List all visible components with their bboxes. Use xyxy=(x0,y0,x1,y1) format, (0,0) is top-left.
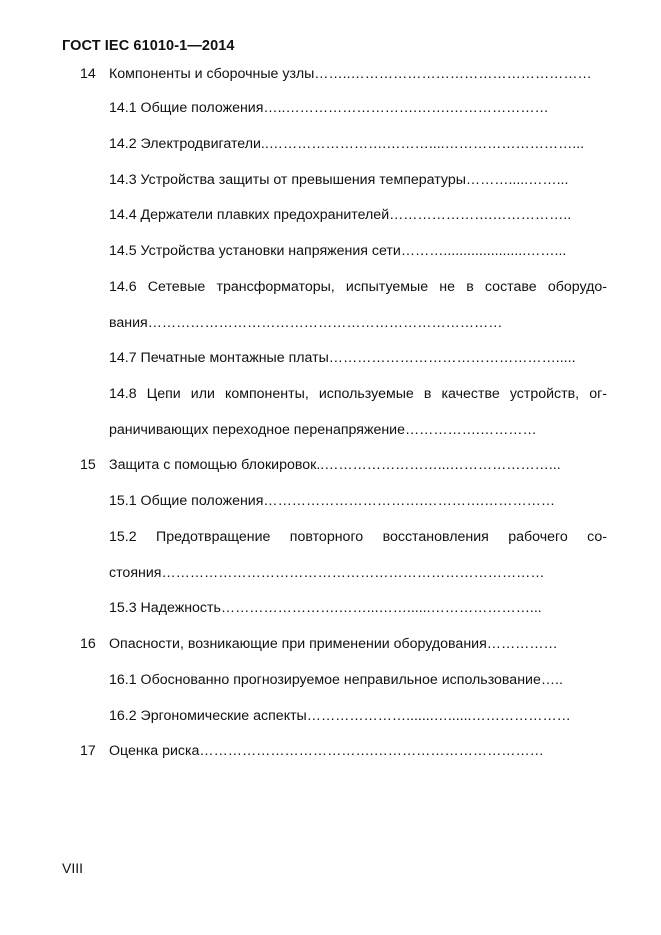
toc-entry-14-2: 14.2 Электродвигатели..…………………….………....………………………... xyxy=(109,136,585,152)
toc-number-15: 15 xyxy=(80,457,96,473)
toc-entry-15-1: 15.1 Общие положения…………………………….………….…………… xyxy=(109,493,556,509)
toc-entry-14: Компоненты и сборочные узлы……..…………………………………………… xyxy=(109,66,592,82)
toc-entry-14-5: 14.5 Устройства установки напряжения сети……….....................……... xyxy=(109,243,567,259)
toc-entry-15-3: 15.3 Надежность…………………….……...……......…………………... xyxy=(109,600,542,616)
toc-entry-14-6-line2: вания………………………………………………………………… xyxy=(109,315,503,331)
toc-entry-15-2-line2: стояния……………………………………………………………………… xyxy=(109,565,545,581)
toc-entry-14-6-line1: 14.6 Сетевые трансформаторы, испытуемые не в составе оборудо- xyxy=(109,279,607,295)
toc-entry-14-8-line2: раничивающих переходное перенапряжение…………….………… xyxy=(109,422,537,438)
toc-entry-16-1: 16.1 Обоснованно прогнозируемое неправильное использование….. xyxy=(109,672,563,688)
toc-entry-15-2-line1: 15.2 Предотвращение повторного восстановления рабочего со- xyxy=(109,529,607,545)
toc-entry-14-8-line1: 14.8 Цепи или компоненты, используемые в качестве устройств, ог- xyxy=(109,386,607,402)
toc-entry-14-7: 14.7 Печатные монтажные платы…………………………………………..... xyxy=(109,350,576,366)
toc-entry-16-2: 16.2 Эргономические аспекты………………….......…......………………… xyxy=(109,708,571,724)
document-header: ГОСТ IEC 61010-1—2014 xyxy=(62,38,235,54)
toc-entry-14-4: 14.4 Держатели плавких предохранителей………………….…………….. xyxy=(109,207,572,223)
page-number: VIII xyxy=(62,860,84,876)
toc-entry-15: Защита с помощью блокировок..……………………...…………………... xyxy=(109,457,561,473)
toc-number-14: 14 xyxy=(80,66,96,82)
toc-number-17: 17 xyxy=(80,743,96,759)
toc-entry-14-3: 14.3 Устройства защиты от превышения температуры……….....……... xyxy=(109,172,569,188)
toc-number-16: 16 xyxy=(80,636,96,652)
toc-entry-14-1: 14.1 Общие положения…..……………………….…….………………… xyxy=(109,100,549,116)
toc-entry-16: Опасности, возникающие при применении оборудования…………… xyxy=(109,636,558,652)
toc-entry-17: Оценка риска……………………………….……………………………… xyxy=(109,743,544,759)
